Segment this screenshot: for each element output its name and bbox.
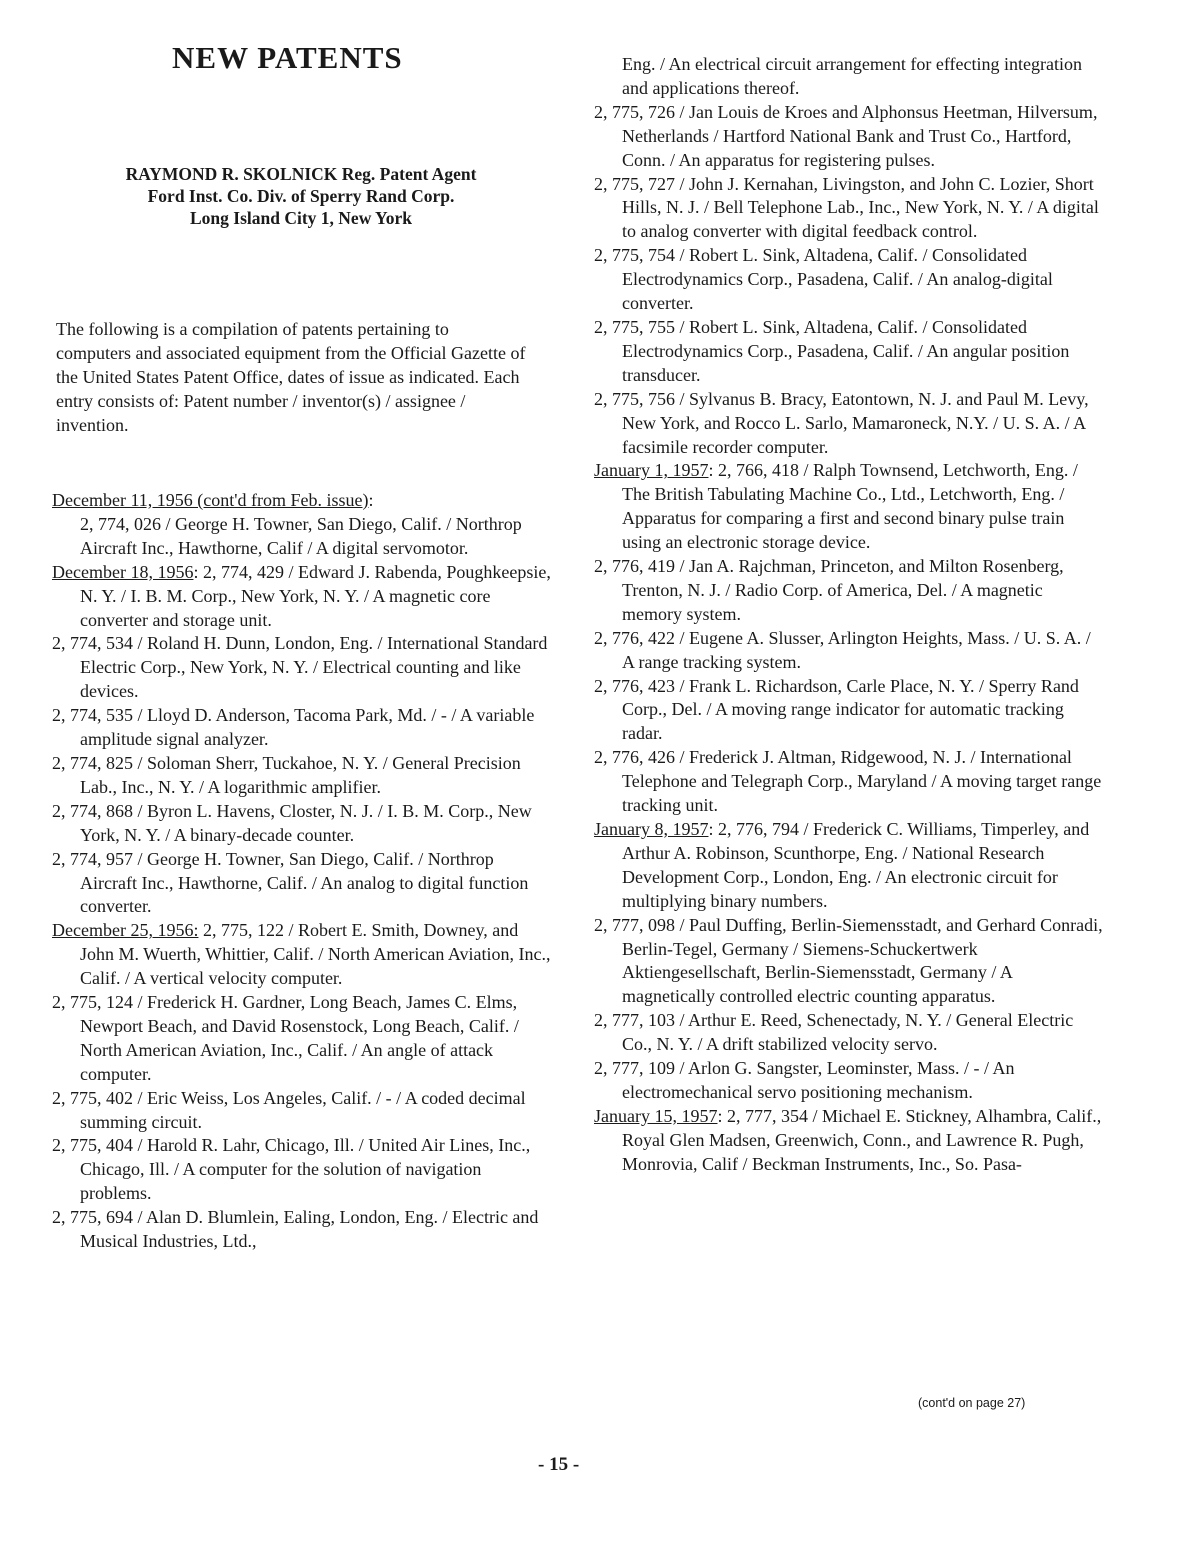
patent-entry: January 15, 1957: 2, 777, 354 / Michael E. Stickney, Alhambra, Calif., Royal Glen Madsen, Greenwich, Conn., and Lawrence R. Pugh, Monrovia, Calif / Beckman Instruments, Inc., So. Pasa-: [594, 1105, 1102, 1174]
patent-entry: 2, 774, 535 / Lloyd D. Anderson, Tacoma Park, Md. / - / A variable amplitude signal analyzer.: [52, 705, 535, 750]
patent-entry: 2, 777, 109 / Arlon G. Sangster, Leominster, Mass. / - / An electromechanical servo positioning mechanism.: [594, 1058, 1015, 1102]
patent-entry: December 18, 1956: 2, 774, 429 / Edward J. Rabenda, Poughkeepsie, N. Y. / I. B. M. Corp., New York, N. Y. / A magnetic core converter and storage unit.: [52, 561, 551, 630]
patent-entry: January 1, 1957: 2, 766, 418 / Ralph Townsend, Letchworth, Eng. / The British Tabulating Machine Co., Ltd., Letchworth, Eng. / Apparatus for comparing a first and second binary pulse train using an electronic storage device.: [594, 460, 1078, 553]
patent-entry: 2, 776, 419 / Jan A. Rajchman, Princeton, and Milton Rosenberg, Trenton, N. J. / Radio Corp. of America, Del. / A magnetic memory system.: [594, 556, 1064, 624]
date-heading: December 18, 1956: [52, 561, 194, 582]
patent-entry: 2, 775, 694 / Alan D. Blumlein, Ealing, London, Eng. / Electric and Musical Industries, Ltd.,: [52, 1207, 539, 1252]
page-number: - 15 -: [538, 1454, 580, 1475]
patent-entry: 2, 774, 868 / Byron L. Havens, Closter, N. J. / I. B. M. Corp., New York, N. Y. / A binary-decade counter.: [52, 800, 532, 845]
date-heading: January 8, 1957: [594, 819, 709, 839]
patent-entry: 2, 777, 103 / Arthur E. Reed, Schenectady, N. Y. / General Electric Co., N. Y. / A drift stabilized velocity servo.: [594, 1010, 1074, 1055]
author-name-line: RAYMOND R. SKOLNICK Reg. Patent Agent: [125, 164, 477, 184]
patent-entry: 2, 775, 754 / Robert L. Sink, Altadena, Calif. / Consolidated Electrodynamics Corp., Pasadena, Calif. / An analog-digital converter.: [594, 245, 1053, 314]
patent-entry: 2, 777, 098 / Paul Duffing, Berlin-Siemensstadt, and Gerhard Conradi, Berlin-Tegel, Germany / Siemens-Schuckertwerk Aktiengesellschaft, Berlin-Siemensstadt, Germany / A magnetically controlled electric counting apparatus.: [594, 914, 1103, 1007]
patent-entry: 2, 775, 756 / Sylvanus B. Bracy, Eatontown, N. J. and Paul M. Levy, New York, and Rocco L. Sarlo, Mamaroneck, N.Y. / U. S. A. / A facsimile recorder computer.: [594, 388, 1089, 457]
date-heading: December 25, 1956:: [52, 920, 199, 941]
patent-entry: 2, 774, 957 / George H. Towner, San Diego, Calif. / Northrop Aircraft Inc., Hawthorne, Calif. / An analog to digital function converter.: [52, 848, 529, 917]
date-heading: December 11, 1956 (cont'd from Feb. issue):: [52, 490, 374, 510]
left-column: [52, 489, 552, 1254]
author-address-line: Long Island City 1, New York: [189, 208, 413, 228]
patent-entry: 2, 776, 422 / Eugene A. Slusser, Arlington Heights, Mass. / U. S. A. / A range tracking system.: [594, 627, 1091, 672]
patent-entry: 2, 775, 402 / Eric Weiss, Los Angeles, Calif. / - / A coded decimal summing circuit.: [52, 1087, 526, 1132]
right-column: [594, 53, 1104, 1177]
patent-entry-continuation: Eng. / An electrical circuit arrangement for effecting integration and applications thereof.: [622, 54, 1082, 98]
patent-entry: 2, 775, 726 / Jan Louis de Kroes and Alphonsus Heetman, Hilversum, Netherlands / Hartford National Bank and Trust Co., Hartford, Conn. / An apparatus for registering pulses.: [594, 101, 1098, 170]
author-block: [56, 163, 546, 229]
patent-entry: 2, 774, 534 / Roland H. Dunn, London, Eng. / International Standard Electric Corp., New York, N. Y. / Electrical counting and like devices.: [52, 633, 548, 702]
patent-entry: 2, 776, 423 / Frank L. Richardson, Carle Place, N. Y. / Sperry Rand Corp., Del. / A moving range indicator for automatic tracking radar.: [594, 675, 1079, 744]
patent-entry: 2, 775, 727 / John J. Kernahan, Livingston, and John C. Lozier, Short Hills, N. J. / Bell Telephone Lab., Inc., New York, N. Y. / A digital to analog converter with digital feedback control.: [594, 173, 1099, 242]
patent-entry: December 25, 1956: 2, 775, 122 / Robert E. Smith, Downey, and John M. Wuerth, Whittier, Calif. / North American Aviation, Inc., Calif. / A vertical velocity computer.: [52, 920, 551, 989]
page-title: NEW PATENTS: [172, 40, 403, 75]
date-heading: January 1, 1957: [594, 460, 709, 481]
patent-entry: 2, 774, 026 / George H. Towner, San Diego, Calif. / Northrop Aircraft Inc., Hawthorne, Calif / A digital servomotor.: [80, 513, 522, 558]
date-heading: January 15, 1957: [594, 1105, 718, 1126]
intro-paragraph: The following is a compilation of patents pertaining to computers and associated equipment from the Official Gazette of the United States Patent Office, dates of issue as indicated. Each entry consists of: Patent number / inventor(s) / assignee / invention.: [56, 319, 526, 435]
patent-entry: 2, 776, 426 / Frederick J. Altman, Ridgewood, N. J. / International Telephone and Telegraph Corp., Maryland / A moving target range tracking unit.: [594, 747, 1102, 816]
continued-note: (cont'd on page 27): [918, 1396, 1026, 1410]
author-affiliation-line: Ford Inst. Co. Div. of Sperry Rand Corp.: [147, 186, 455, 206]
patent-entry: 2, 775, 755 / Robert L. Sink, Altadena, Calif. / Consolidated Electrodynamics Corp., Pasadena, Calif. / An angular position transducer.: [594, 316, 1070, 385]
patent-entry: 2, 775, 404 / Harold R. Lahr, Chicago, Ill. / United Air Lines, Inc., Chicago, Ill. / A computer for the solution of navigation problems.: [52, 1135, 531, 1204]
patent-entry: 2, 774, 825 / Soloman Sherr, Tuckahoe, N. Y. / General Precision Lab., Inc., N. Y. / A logarithmic amplifier.: [52, 752, 521, 797]
patent-entry: 2, 775, 124 / Frederick H. Gardner, Long Beach, James C. Elms, Newport Beach, and David Rosenstock, Long Beach, Calif. / North American Aviation, Inc., Calif. / An angle of attack computer.: [52, 992, 519, 1084]
patent-entry: January 8, 1957: 2, 776, 794 / Frederick C. Williams, Timperley, and Arthur A. Robinson, Scunthorpe, Eng. / National Research Development Corp., London, Eng. / An electronic circuit for multiplying binary numbers.: [594, 819, 1090, 911]
